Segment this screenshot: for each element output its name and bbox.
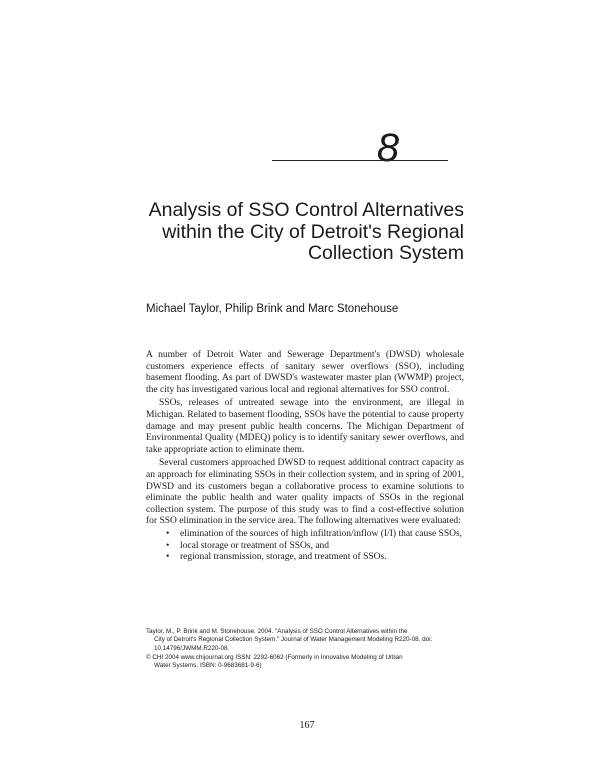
- body-text: [146, 350, 464, 564]
- list-item: [166, 552, 464, 564]
- footnote-line: © CHI 2004 www.chijournal.org ISSN: 2292-6062 (Formerly in Innovative Modeling of Urban: [146, 653, 403, 661]
- list-item: [166, 541, 464, 553]
- chapter-number: 8: [376, 126, 400, 170]
- footnote-line: Taylor, M., P. Brink and M. Stonehouse. 2004. "Analysis of SSO Control Alternatives within the: [146, 628, 408, 635]
- list-item-text: elimination of the sources of high infiltration/inflow (I/I) that cause SSOs,: [180, 528, 463, 539]
- footnote-line: City of Detroit's Regional Collection System." Journal of Water Management Modeling R220-08. doi:: [154, 636, 433, 644]
- footnote-line: 10.14796/JWMM.R220-08.: [154, 644, 230, 652]
- alternatives-list: [146, 529, 464, 564]
- footnote: [146, 628, 464, 670]
- bullet-icon: •: [166, 528, 170, 539]
- body-paragraph: A number of Detroit Water and Sewerage Department's (DWSD) wholesale customers experience effects of sanitary sewer overflows (SSO), including basement flooding. As part of DWSD's wastewater master plan (WWMP) project, the city has investigated various local and regional alternatives for SSO control.: [146, 350, 464, 395]
- chapter-title: [144, 200, 464, 265]
- body-paragraph: Several customers approached DWSD to request additional contract capacity as an approach for eliminating SSOs in their collection system, and in spring of 2001, DWSD and its customers began a collaborative process to examine solutions to eliminate the public health and water quality impacts of SSOs in the regional collection system. The purpose of this study was to find a cost-effective solution for SSO elimination in the service area. The following alternatives were evaluated:: [146, 458, 464, 527]
- footnote-line: Water Systems. ISBN: 0-9683681-9-6): [154, 662, 262, 670]
- chapter-title-line: Collection System: [307, 242, 464, 264]
- body-paragraph: SSOs, releases of untreated sewage into the environment, are illegal in Michigan. Related to basement flooding, SSOs have the potential to cause property damage and may present public health concerns. The Michigan Department of Environmental Quality (MDEQ) policy is to identify sanitary sewer overflows, and take appropriate action to eliminate them.: [146, 398, 464, 455]
- footnote-copyright: [146, 654, 464, 671]
- page-number: 167: [299, 720, 315, 731]
- chapter-title-line: within the City of Detroit's Regional: [162, 220, 464, 243]
- list-item-text: local storage or treatment of SSOs, and: [180, 540, 330, 551]
- chapter-rule: [272, 160, 448, 161]
- authors-line: Michael Taylor, Philip Brink and Marc Stonehouse: [146, 303, 399, 315]
- list-item-text: regional transmission, storage, and treatment of SSOs.: [180, 552, 387, 563]
- chapter-title-line: Analysis of SSO Control Alternatives: [148, 199, 464, 221]
- list-item: [166, 529, 464, 541]
- bullet-icon: •: [166, 540, 170, 551]
- footnote-citation: [146, 628, 464, 653]
- bullet-icon: •: [166, 552, 170, 563]
